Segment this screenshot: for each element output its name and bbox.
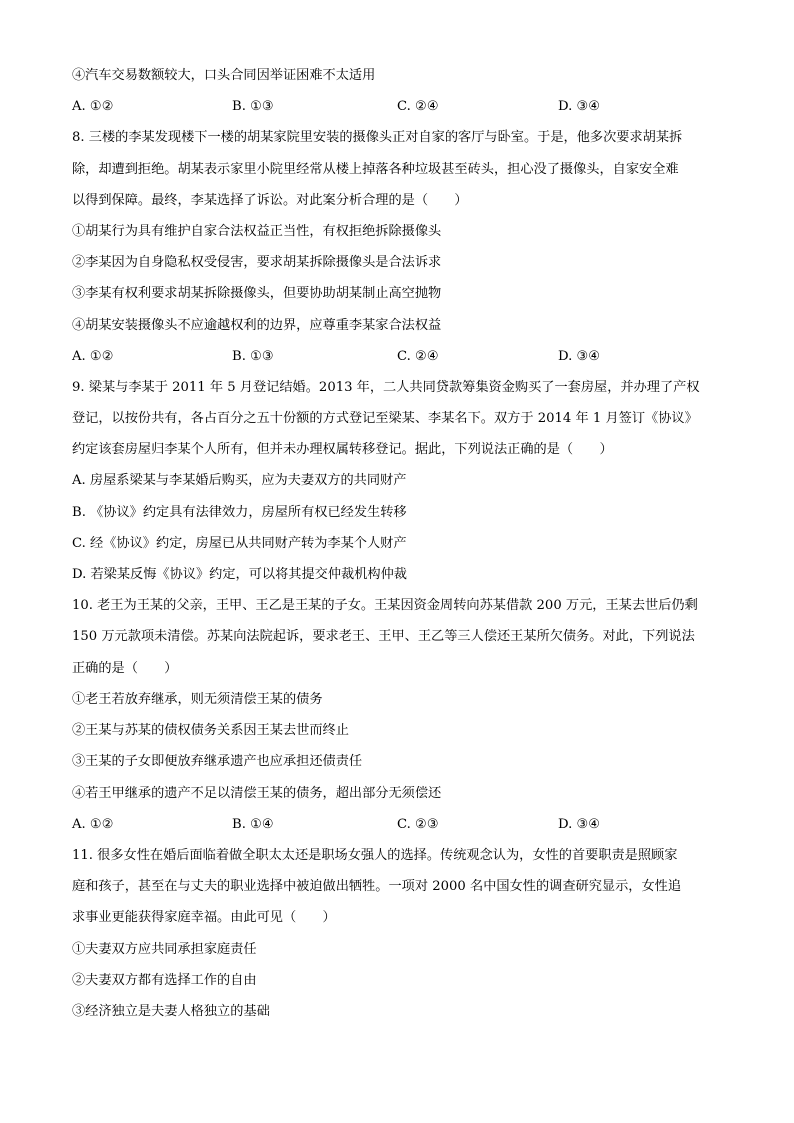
q9-option-d: D. 若梁某反悔《协议》约定，可以将其提交仲裁机构仲裁 bbox=[72, 567, 407, 582]
q7-option-b: B. ①③ bbox=[232, 99, 274, 114]
q8-statement-2: ②李某因为自身隐私权受侵害，要求胡某拆除摄像头是合法诉求 bbox=[72, 255, 442, 270]
q9-stem-line-3: 约定该套房屋归李某个人所有，但并未办理权属转移登记。据此，下列说法正确的是（ ） bbox=[72, 442, 613, 457]
q8-option-a: A. ①② bbox=[72, 349, 114, 364]
q10-option-d: D. ③④ bbox=[558, 817, 601, 832]
q8-statement-3: ③李某有权利要求胡某拆除摄像头，但要协助胡某制止高空抛物 bbox=[72, 286, 442, 301]
q10-stem-line-3: 正确的是（ ） bbox=[72, 661, 178, 676]
q7-option-d: D. ③④ bbox=[558, 99, 601, 114]
q8-statement-1: ①胡某行为具有维护自家合法权益正当性，有权拒绝拆除摄像头 bbox=[72, 224, 442, 239]
q10-stem-line-2: 150 万元款项未清偿。苏某向法院起诉，要求老王、王甲、王乙等三人偿还王某所欠债务。对此，下列说法 bbox=[72, 629, 695, 644]
q8-option-d: D. ③④ bbox=[558, 349, 601, 364]
q8-statement-4: ④胡某安装摄像头不应逾越权利的边界，应尊重李某家合法权益 bbox=[72, 318, 442, 333]
q9-option-c: C. 经《协议》约定，房屋已从共同财产转为李某个人财产 bbox=[72, 536, 407, 551]
q10-statement-3: ③王某的子女即便放弃继承遗产也应承担还债责任 bbox=[72, 754, 363, 769]
q11-stem-line-2: 庭和孩子，甚至在与丈夫的职业选择中被迫做出牺牲。一项对 2000 名中国女性的调查研究显示，女性追 bbox=[72, 879, 682, 894]
q11-statement-3: ③经济独立是夫妻人格独立的基础 bbox=[72, 1004, 270, 1019]
q11-stem-line-3: 求事业更能获得家庭幸福。由此可见（ ） bbox=[72, 910, 336, 925]
q8-stem-line-1: 8. 三楼的李某发现楼下一楼的胡某家院里安装的摄像头正对自家的客厅与卧室。于是，他多次要求胡某拆 bbox=[72, 130, 683, 145]
q10-stem-line-1: 10. 老王为王某的父亲，王甲、王乙是王某的子女。王某因资金周转向苏某借款 200 万元，王某去世后仍剩 bbox=[72, 598, 698, 613]
q7-options bbox=[72, 98, 722, 116]
q7-statement-4: ④汽车交易数额较大，口头合同因举证困难不太适用 bbox=[72, 68, 376, 83]
q9-stem-line-2: 登记，以按份共有，各占百分之五十份额的方式登记至梁某、李某名下。双方于 2014 年 1 月签订《协议》 bbox=[72, 411, 698, 426]
q10-option-c: C. ②③ bbox=[397, 817, 439, 832]
q8-stem-line-3: 以得到保障。最终，李某选择了诉讼。对此案分析合理的是（ ） bbox=[72, 193, 468, 208]
q10-statement-1: ①老王若放弃继承，则无须清偿王某的债务 bbox=[72, 692, 323, 707]
q10-options bbox=[72, 816, 722, 834]
q11-stem-line-1: 11. 很多女性在婚后面临着做全职太太还是职场女强人的选择。传统观念认为，女性的首要职责是照顾家 bbox=[72, 848, 678, 863]
q9-option-b: B. 《协议》约定具有法律效力，房屋所有权已经发生转移 bbox=[72, 505, 407, 520]
q9-stem-line-1: 9. 梁某与李某于 2011 年 5 月登记结婚。2013 年，二人共同贷款筹集资金购买了一套房屋，并办理了产权 bbox=[72, 380, 700, 395]
q10-statement-2: ②王某与苏某的债权债务关系因王某去世而终止 bbox=[72, 723, 349, 738]
q7-option-a: A. ①② bbox=[72, 99, 114, 114]
q11-statement-2: ②夫妻双方都有选择工作的自由 bbox=[72, 973, 257, 988]
q8-option-c: C. ②④ bbox=[397, 349, 439, 364]
q9-option-a: A. 房屋系梁某与李某婚后购买，应为夫妻双方的共同财产 bbox=[72, 473, 407, 488]
q10-option-a: A. ①② bbox=[72, 817, 114, 832]
q11-statement-1: ①夫妻双方应共同承担家庭责任 bbox=[72, 942, 257, 957]
q8-stem-line-2: 除，却遭到拒绝。胡某表示家里小院里经常从楼上掉落各种垃圾甚至砖头，担心没了摄像头，自家安全难 bbox=[72, 162, 679, 177]
q7-option-c: C. ②④ bbox=[397, 99, 439, 114]
q10-statement-4: ④若王甲继承的遗产不足以清偿王某的债务，超出部分无须偿还 bbox=[72, 786, 442, 801]
q10-option-b: B. ①④ bbox=[232, 817, 274, 832]
q8-options bbox=[72, 348, 722, 366]
q8-option-b: B. ①③ bbox=[232, 349, 274, 364]
